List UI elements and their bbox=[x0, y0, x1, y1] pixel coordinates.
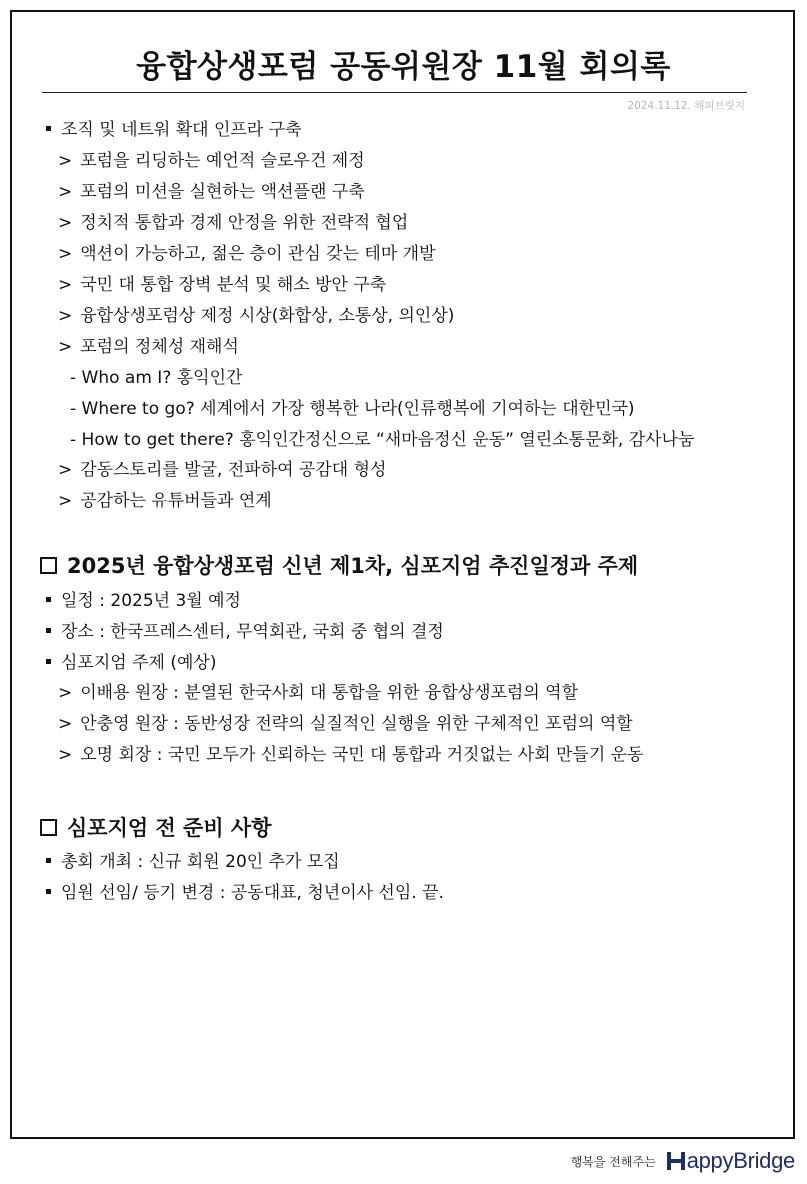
sub-list-item: - How to get there? 홍익인간정신으로 “새마음정신 운동” 열린소통문화, 감사나눔 bbox=[70, 430, 695, 450]
title-divider bbox=[42, 92, 747, 93]
footer bbox=[571, 1148, 795, 1174]
section3-bullet: 임원 선임/ 등기 변경 : 공동대표, 청년이사 선임. 끝. bbox=[46, 882, 444, 904]
list-item: > 포럼의 정체성 재해석 bbox=[58, 337, 239, 357]
arrow-icon: > bbox=[58, 683, 73, 703]
section1-bullet-text: 조직 및 네트워 확대 인프라 구축 bbox=[61, 120, 302, 140]
section1-bullet bbox=[46, 119, 302, 141]
section2-bullet: 심포지엄 주제 (예상) bbox=[46, 652, 216, 674]
list-item: > 액션이 가능하고, 젊은 층이 관심 갖는 테마 개발 bbox=[58, 244, 436, 264]
list-item: > 이배용 원장 : 분열된 한국사회 대 통합을 위한 융합상생포럼의 역할 bbox=[58, 683, 579, 703]
empty-checkbox-icon bbox=[40, 819, 57, 836]
section2-heading: 2025년 융합상생포럼 신년 제1차, 심포지엄 추진일정과 주제 bbox=[40, 553, 638, 579]
letter-h-logo-icon bbox=[666, 1151, 686, 1171]
page-title: 융합상생포럼 공동위원장 11월 회의록 bbox=[136, 49, 671, 85]
happybridge-logo bbox=[666, 1148, 795, 1174]
list-item: > 포럼의 미션을 실현하는 액션플랜 구축 bbox=[58, 182, 365, 202]
section2-bullet: 일정 : 2025년 3월 예정 bbox=[46, 590, 241, 612]
logo-text: appyBridge bbox=[686, 1148, 795, 1173]
arrow-icon: > bbox=[58, 460, 73, 480]
arrow-icon: > bbox=[58, 745, 73, 765]
list-item: > 국민 대 통합 장벽 분석 및 해소 방안 구축 bbox=[58, 275, 387, 295]
arrow-icon: > bbox=[58, 306, 73, 326]
arrow-icon: > bbox=[58, 275, 73, 295]
list-item: > 공감하는 유튜버들과 연계 bbox=[58, 491, 272, 511]
arrow-icon: > bbox=[58, 182, 73, 202]
list-item: > 안충영 원장 : 동반성장 전략의 실질적인 실행을 위한 구체적인 포럼의 역할 bbox=[58, 714, 633, 734]
arrow-icon: > bbox=[58, 213, 73, 233]
square-bullet-icon bbox=[46, 858, 51, 863]
section2-bullet: 장소 : 한국프레스센터, 무역회관, 국회 중 협의 결정 bbox=[46, 621, 444, 643]
section3-bullet: 총회 개최 : 신규 회원 20인 추가 모집 bbox=[46, 851, 340, 873]
footer-tagline: 행복을 전해주는 bbox=[570, 1154, 656, 1169]
date-author: 2024.11.12. 해피브릿지 bbox=[627, 100, 745, 112]
sub-list-item: - Who am I? 홍익인간 bbox=[70, 368, 243, 388]
square-bullet-icon bbox=[46, 628, 51, 633]
list-item: > 오명 회장 : 국민 모두가 신뢰하는 국민 대 통합과 거짓없는 사회 만들기 운동 bbox=[58, 745, 644, 765]
list-item: > 감동스토리를 발굴, 전파하여 공감대 형성 bbox=[58, 460, 387, 480]
square-bullet-icon bbox=[46, 889, 51, 894]
square-bullet-icon bbox=[46, 597, 51, 602]
list-item: > 포럼을 리딩하는 예언적 슬로우건 제정 bbox=[58, 151, 365, 171]
list-item: > 정치적 통합과 경제 안정을 위한 전략적 협업 bbox=[58, 213, 409, 233]
arrow-icon: > bbox=[58, 337, 73, 357]
arrow-icon: > bbox=[58, 714, 73, 734]
sub-list-item: - Where to go? 세계에서 가장 행복한 나라(인류행복에 기여하는 대한민국) bbox=[70, 399, 635, 419]
arrow-icon: > bbox=[58, 151, 73, 171]
square-bullet-icon bbox=[46, 126, 51, 131]
square-bullet-icon bbox=[46, 659, 51, 664]
section3-heading: 심포지엄 전 준비 사항 bbox=[40, 815, 272, 841]
arrow-icon: > bbox=[58, 491, 73, 511]
list-item: > 융합상생포럼상 제정 시상(화합상, 소통상, 의인상) bbox=[58, 306, 455, 326]
empty-checkbox-icon bbox=[40, 557, 57, 574]
arrow-icon: > bbox=[58, 244, 73, 264]
